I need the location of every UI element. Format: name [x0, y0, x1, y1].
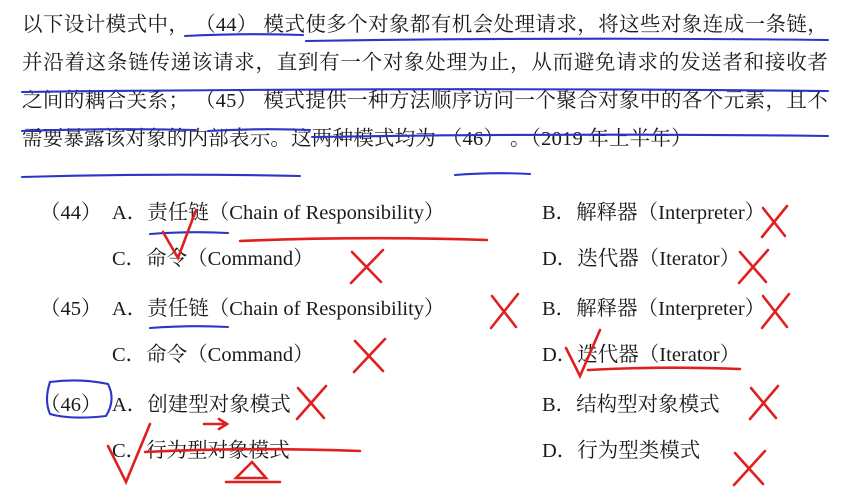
option-row — [40, 434, 830, 480]
option-row — [40, 242, 830, 288]
option-44-B[interactable]: B．解释器（Interpreter） — [542, 202, 766, 224]
option-46-B[interactable]: B．结构型对象模式 — [542, 394, 720, 416]
option-44-D[interactable]: D．迭代器（Iterator） — [542, 248, 741, 270]
question-number-45: （45） — [40, 298, 102, 320]
option-46-A[interactable]: A．创建型对象模式 — [112, 394, 291, 416]
question-group-45 — [40, 292, 830, 384]
stem-blank-44: （44） — [195, 14, 258, 36]
option-46-D[interactable]: D．行为型类模式 — [542, 440, 701, 462]
stem-full-text — [0, 0, 1, 1]
stem-segment-3: 模式提供一种方法顺序访问一个聚合对象中的各个元素，且不需要暴露该对象的内部表示。这两种模式均为 — [22, 90, 828, 150]
question-group-44 — [40, 196, 830, 288]
option-row — [40, 292, 830, 338]
option-45-B[interactable]: B．解释器（Interpreter） — [542, 298, 766, 320]
option-row — [40, 196, 830, 242]
question-number-46: （46） — [40, 394, 102, 416]
question-stem — [22, 6, 828, 158]
spacer — [40, 434, 112, 436]
option-45-C[interactable]: C．命令（Command） — [112, 344, 314, 366]
option-46-C[interactable]: C．行为型对象模式 — [112, 440, 290, 462]
option-45-D[interactable]: D．迭代器（Iterator） — [542, 344, 741, 366]
spacer — [40, 242, 112, 244]
stem-segment-2: 模式使多个对象都有机会处理请求，将这些对象连成一条链，并沿着这条链传递该请求，直到有一个对象处理为止，从而避免请求的发送者和接收者之间的耦合关系； — [22, 14, 828, 112]
option-44-C[interactable]: C．命令（Command） — [112, 248, 314, 270]
option-45-A[interactable]: A．责任链（Chain of Responsibility） — [112, 298, 445, 320]
option-row — [40, 388, 830, 434]
stem-blank-46: （46） — [441, 128, 505, 150]
option-row — [40, 338, 830, 384]
spacer — [40, 338, 112, 340]
stem-segment-1: 以下设计模式中， — [22, 14, 190, 36]
options-area — [40, 196, 830, 484]
question-group-46 — [40, 388, 830, 480]
option-44-A[interactable]: A．责任链（Chain of Responsibility） — [112, 202, 445, 224]
stem-blank-45: （45） — [194, 90, 258, 112]
stem-segment-4: 。（2019 年上半年） — [510, 128, 692, 150]
question-number-44: （44） — [40, 202, 102, 224]
